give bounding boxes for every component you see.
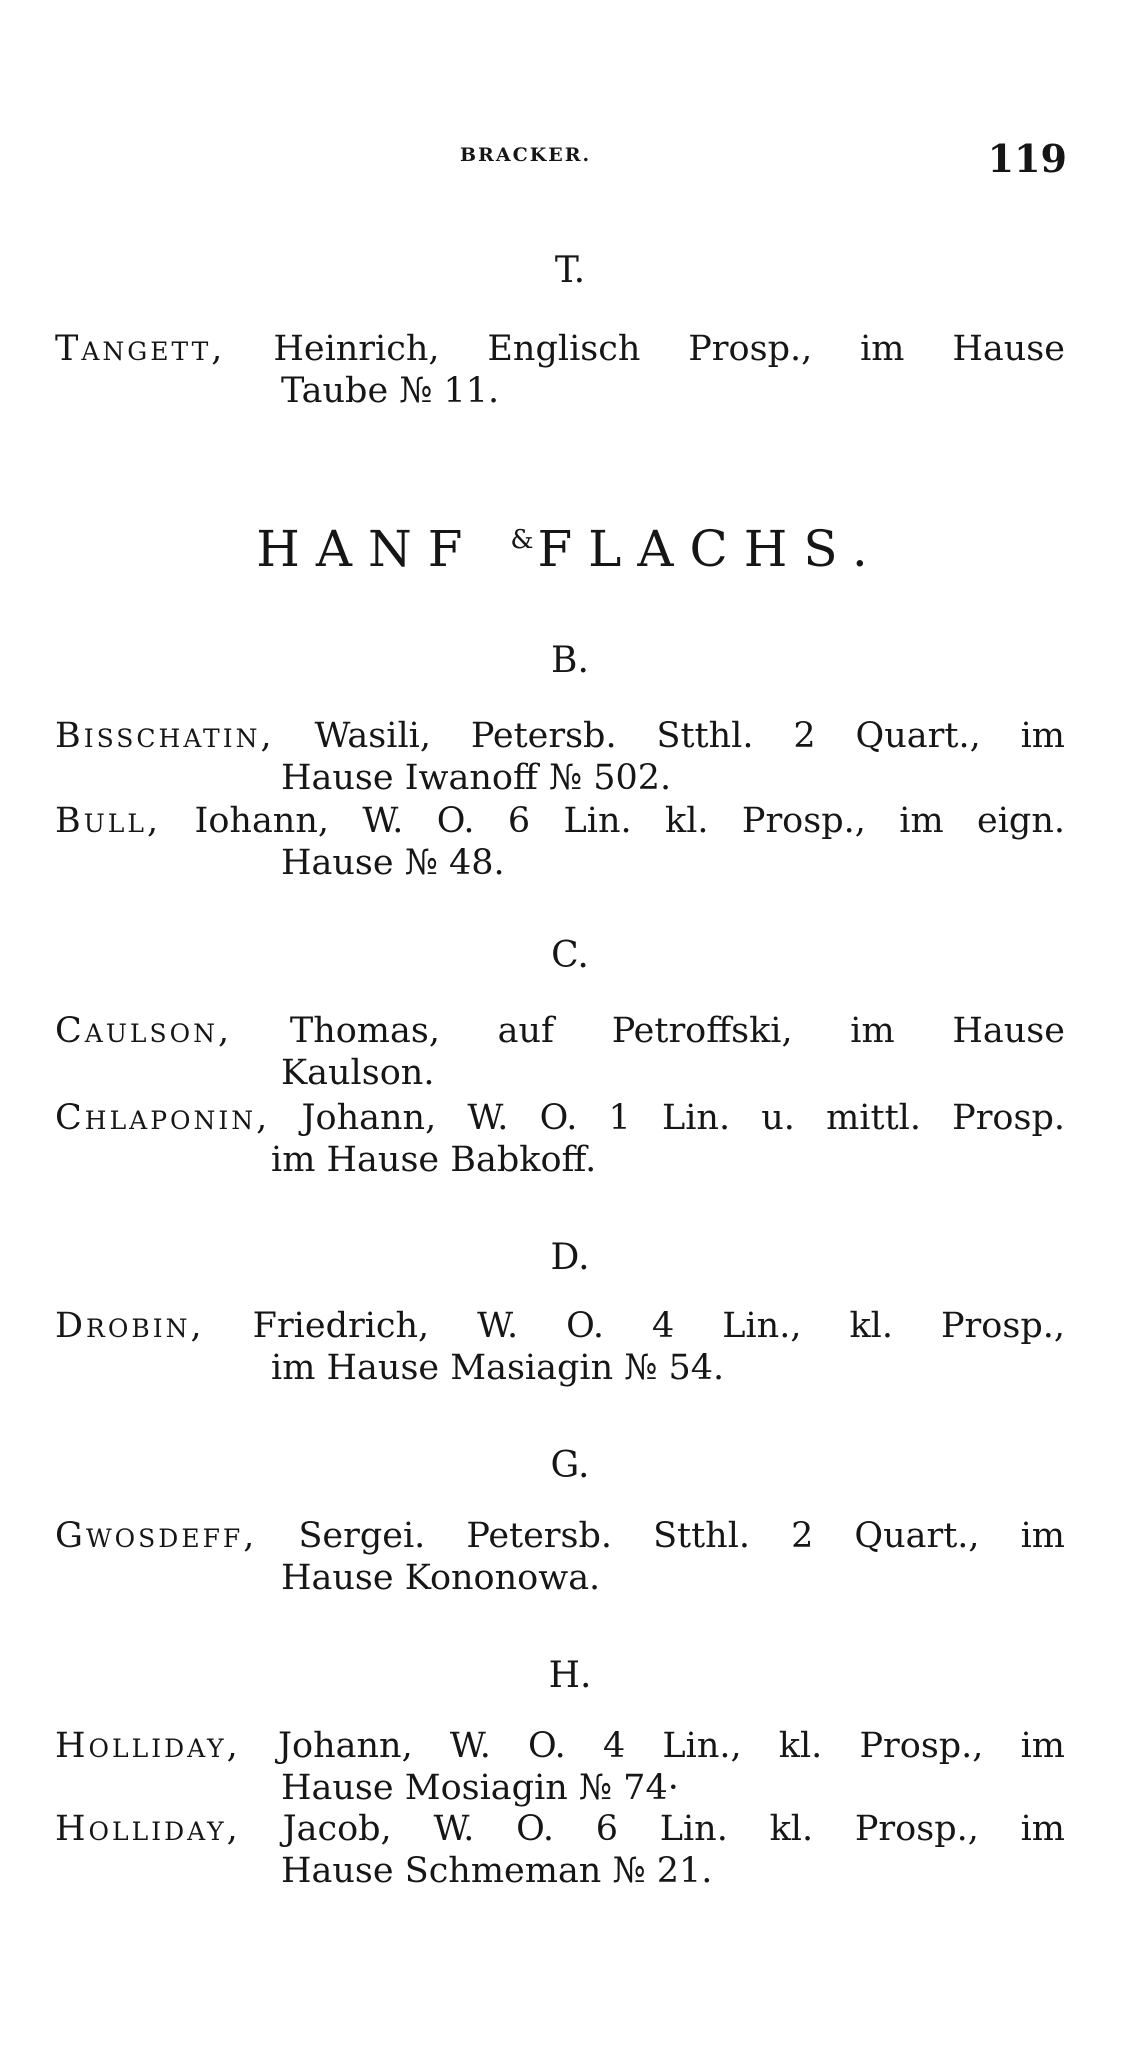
entry-details: Friedrich, W. O. 4 Lin., kl. Prosp., bbox=[252, 1306, 1065, 1346]
entry-details: Jacob, W. O. 6 Lin. kl. Prosp., im bbox=[282, 1809, 1065, 1849]
entry-details: Heinrich, Englisch Prosp., im Hause bbox=[273, 329, 1065, 369]
entry-line-1 bbox=[55, 715, 1065, 757]
entry-details: Thomas, auf Petroffski, im Hause bbox=[289, 1011, 1065, 1051]
section-title-ampersand: & bbox=[510, 525, 538, 555]
entry-gwosdeff bbox=[55, 1515, 1065, 1599]
entry-details: Johann, W. O. 4 Lin., kl. Prosp., im bbox=[277, 1726, 1065, 1766]
letter-heading-c: C. bbox=[551, 935, 589, 976]
entry-surname: Chlaponin, bbox=[55, 1098, 271, 1138]
entry-line-2: Hause Iwanoff № 502. bbox=[281, 758, 672, 798]
letter-heading-h: H. bbox=[548, 1655, 592, 1696]
entry-line-2: Hause Kononowa. bbox=[281, 1558, 601, 1598]
entry-line-2: Hause Mosiagin № 74· bbox=[281, 1768, 679, 1808]
entry-caulson bbox=[55, 1010, 1065, 1094]
entry-chlaponin bbox=[55, 1097, 1065, 1181]
entry-surname: Holliday, bbox=[55, 1726, 241, 1766]
entry-details: Iohann, W. O. 6 Lin. kl. Prosp., im eign. bbox=[194, 801, 1065, 841]
letter-heading-g: G. bbox=[550, 1445, 590, 1486]
entry-line-2: Taube № 11. bbox=[281, 371, 500, 411]
entry-holliday-jacob bbox=[55, 1808, 1065, 1892]
entry-line-2: Hause № 48. bbox=[281, 843, 505, 883]
entry-surname: Caulson, bbox=[55, 1011, 233, 1051]
letter-heading-t: T. bbox=[554, 250, 586, 291]
letter-heading-d: D. bbox=[550, 1237, 590, 1278]
entry-surname: Bull, bbox=[55, 801, 162, 841]
running-head bbox=[0, 136, 1140, 181]
entry-line-1 bbox=[55, 1097, 1065, 1139]
entry-surname: Bisschatin, bbox=[55, 716, 275, 756]
running-title: BRACKER. bbox=[460, 144, 592, 166]
entry-tangett bbox=[55, 328, 1065, 412]
entry-holliday-johann bbox=[55, 1725, 1065, 1809]
entry-bisschatin bbox=[55, 715, 1065, 799]
entry-line-2: im Hause Babkoff. bbox=[271, 1140, 597, 1180]
section-title bbox=[0, 520, 1140, 578]
entry-surname: Drobin, bbox=[55, 1306, 205, 1346]
entry-details: Johann, W. O. 1 Lin. u. mittl. Prosp. bbox=[301, 1098, 1065, 1138]
entry-line-2: im Hause Masiagin № 54. bbox=[271, 1348, 725, 1388]
entry-line-1 bbox=[55, 1515, 1065, 1557]
entry-bull bbox=[55, 800, 1065, 884]
entry-details: Sergei. Petersb. Stthl. 2 Quart., im bbox=[298, 1516, 1065, 1556]
entry-surname: Tangett, bbox=[55, 329, 226, 369]
entry-line-2: Hause Schmeman № 21. bbox=[281, 1851, 713, 1891]
letter-heading-b: B. bbox=[551, 640, 589, 681]
entry-drobin bbox=[55, 1305, 1065, 1389]
section-title-part2: FLACHS. bbox=[537, 520, 884, 578]
entry-line-1 bbox=[55, 1725, 1065, 1767]
entry-line-1 bbox=[55, 1010, 1065, 1052]
entry-line-2: Kaulson. bbox=[281, 1053, 435, 1093]
entry-line-1 bbox=[55, 328, 1065, 370]
entry-line-1 bbox=[55, 800, 1065, 842]
entry-surname: Gwosdeff, bbox=[55, 1516, 258, 1556]
entry-line-1 bbox=[55, 1305, 1065, 1347]
entry-line-1 bbox=[55, 1808, 1065, 1850]
entry-details: Wasili, Petersb. Stthl. 2 Quart., im bbox=[314, 716, 1065, 756]
section-title-part1: HANF bbox=[256, 520, 479, 578]
page-number: 119 bbox=[987, 136, 1067, 181]
entry-surname: Holliday, bbox=[55, 1809, 241, 1849]
